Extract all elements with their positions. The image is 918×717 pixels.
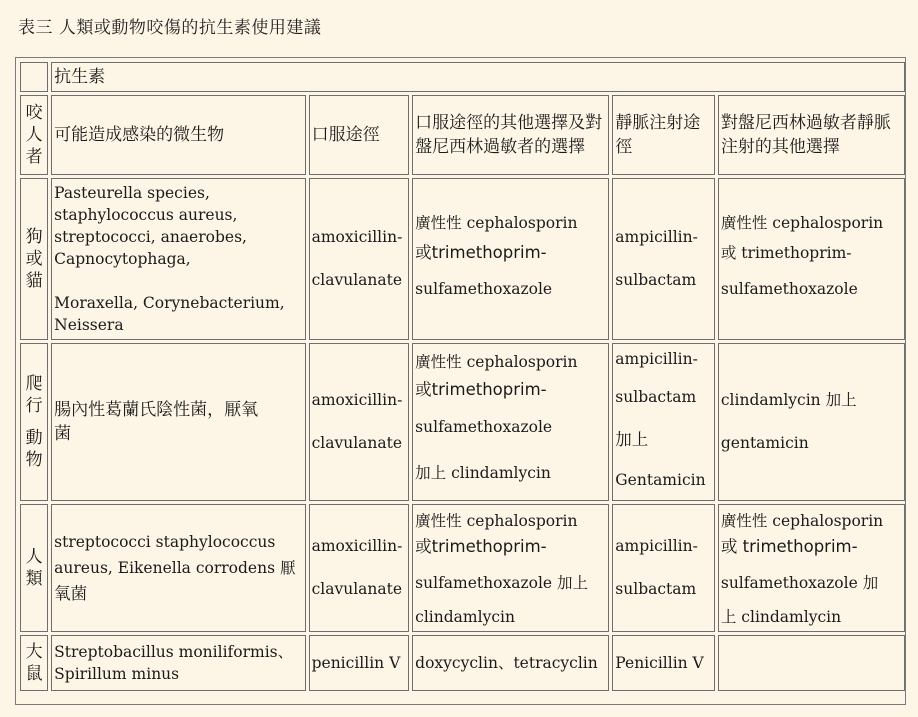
- cell-line: 或 trimethoprim-: [720, 243, 852, 262]
- antibiotic-table: [17, 59, 908, 694]
- cell-line: sulbactam: [615, 271, 697, 289]
- biter-header-char: 者: [25, 147, 43, 167]
- iv-column-header: 靜脈注射途徑: [612, 95, 715, 175]
- cell-line: Pasteurella species,: [54, 184, 210, 202]
- cell-line: streptococci, anaerobes,: [54, 228, 247, 246]
- biter-char: 鼠: [25, 664, 43, 684]
- oral-alt-cell: [412, 635, 609, 691]
- cell-line: aureus, Eikenella corrodens 厭: [54, 559, 296, 577]
- biter-cell: [20, 504, 48, 632]
- cell-line: amoxicillin-: [311, 391, 403, 409]
- cell-line: sulbactam: [615, 388, 697, 406]
- cell-line: ampicillin-: [615, 537, 698, 555]
- cell-line: Spirillum minus: [54, 665, 180, 683]
- table-row: [20, 178, 905, 340]
- iv-alt-cell: [718, 504, 905, 632]
- cell-line: 廣性性 cephalosporin: [720, 512, 884, 530]
- cell-line: Gentamicin: [615, 471, 706, 489]
- oral-column-header: 口服途徑: [309, 95, 410, 175]
- cell-line: 廣性性 cephalosporin: [415, 512, 578, 530]
- biter-char: 或: [25, 249, 43, 269]
- biter-char: 狗: [25, 227, 43, 247]
- cell-line: staphylococcus aureus,: [54, 206, 238, 224]
- cell-line: 加上: [615, 430, 649, 449]
- cell-line: Moraxella, Corynebacterium,: [54, 294, 285, 312]
- cell-line: streptococci staphylococcus: [54, 533, 276, 551]
- cell-line: 上 clindamlycin: [720, 608, 842, 626]
- oral-alt-cell: [412, 504, 609, 632]
- organisms-cell: [51, 504, 305, 632]
- cell-line: Neissera: [54, 316, 124, 334]
- cell-line: sulfamethoxazole: [720, 279, 858, 298]
- iv-cell: [612, 343, 715, 501]
- table-caption: 表三 人類或動物咬傷的抗生素使用建議: [18, 18, 322, 38]
- cell-line: Streptobacillus moniliformis、: [54, 643, 294, 661]
- cell-line: clavulanate: [311, 434, 403, 452]
- biter-char: 動: [25, 428, 43, 448]
- biter-char: 類: [25, 569, 43, 589]
- biter-header-cell: [20, 95, 48, 175]
- cell-line: amoxicillin-: [311, 228, 403, 246]
- cell-line: Capnocytophaga,: [54, 250, 191, 268]
- cell-line: sulfamethoxazole 加上: [415, 574, 588, 592]
- cell-line: sulfamethoxazole 加: [720, 574, 879, 592]
- biter-char: 人: [25, 547, 43, 567]
- cell-line: 菌: [54, 424, 72, 444]
- oral-cell: [309, 504, 410, 632]
- cell-line: Penicillin V: [615, 654, 704, 672]
- table-column-header-row: [20, 95, 905, 175]
- biter-cell: [20, 178, 48, 340]
- cell-line: 或trimethoprim-: [415, 242, 547, 262]
- cell-line: 廣性性 cephalosporin: [415, 213, 578, 232]
- cell-line: 廣性性 cephalosporin: [415, 353, 578, 371]
- biter-header-char: 人: [25, 125, 43, 145]
- oral-cell: [309, 343, 410, 501]
- oral-alt-cell: [412, 178, 609, 340]
- iv-cell: [612, 635, 715, 691]
- cell-line: [54, 270, 302, 292]
- organisms-cell: [51, 178, 305, 340]
- cell-line: 氧菌: [54, 584, 88, 603]
- cell-line: doxycyclin、tetracyclin: [415, 654, 598, 672]
- biter-char: 大: [25, 642, 43, 662]
- biter-cell: [20, 635, 48, 691]
- oral-cell: [309, 178, 410, 340]
- cell-line: 或trimethoprim-: [415, 537, 547, 556]
- organisms-cell: [51, 635, 305, 691]
- cell-line: clindamlycin: [415, 608, 515, 626]
- cell-line: clavulanate: [311, 271, 403, 289]
- cell-line: ampicillin-: [615, 350, 698, 368]
- table-row: [20, 635, 905, 691]
- iv-alt-column-header: 對盤尼西林過敏者靜脈注射的其他選擇: [718, 95, 905, 175]
- biter-char: 行: [25, 396, 43, 416]
- iv-alt-cell: [718, 343, 905, 501]
- biter-char: 爬: [25, 374, 43, 394]
- cell-line: 或trimethoprim-: [415, 380, 547, 399]
- cell-line: gentamicin: [720, 434, 809, 452]
- cell-line: clindamlycin 加上: [720, 391, 857, 409]
- cell-line: 廣性性 cephalosporin: [720, 213, 884, 232]
- biter-cell: [20, 343, 48, 501]
- cell-line: penicillin V: [311, 654, 401, 672]
- iv-cell: [612, 504, 715, 632]
- antibiotics-group-header: 抗生素: [51, 62, 905, 92]
- cell-line: sulbactam: [615, 580, 697, 598]
- cell-line: clavulanate: [311, 580, 403, 598]
- cell-line: 或 trimethoprim-: [720, 537, 858, 556]
- iv-alt-cell: [718, 635, 905, 691]
- cell-line: 加上 clindamlycin: [415, 464, 551, 482]
- organisms-cell: [51, 343, 305, 501]
- iv-alt-cell: [718, 178, 905, 340]
- organisms-column-header: 可能造成感染的微生物: [51, 95, 305, 175]
- table-row: [20, 343, 905, 501]
- table-row: [20, 504, 905, 632]
- cell-line: 腸內性葛蘭氏陰性菌，厭氧: [54, 400, 259, 420]
- header-corner-cell: [20, 62, 48, 92]
- cell-line: sulfamethoxazole: [415, 279, 553, 298]
- biter-char: 物: [25, 450, 43, 470]
- cell-line: sulfamethoxazole: [415, 418, 553, 436]
- biter-header-char: 咬: [25, 103, 43, 123]
- iv-cell: [612, 178, 715, 340]
- oral-cell: [309, 635, 410, 691]
- oral-alt-column-header: 口服途徑的其他選擇及對盤尼西林過敏者的選擇: [412, 95, 609, 175]
- biter-char: 貓: [25, 271, 43, 291]
- cell-line: amoxicillin-: [311, 537, 403, 555]
- oral-alt-cell: [412, 343, 609, 501]
- cell-line: ampicillin-: [615, 228, 698, 246]
- table-group-header-row: [20, 62, 905, 92]
